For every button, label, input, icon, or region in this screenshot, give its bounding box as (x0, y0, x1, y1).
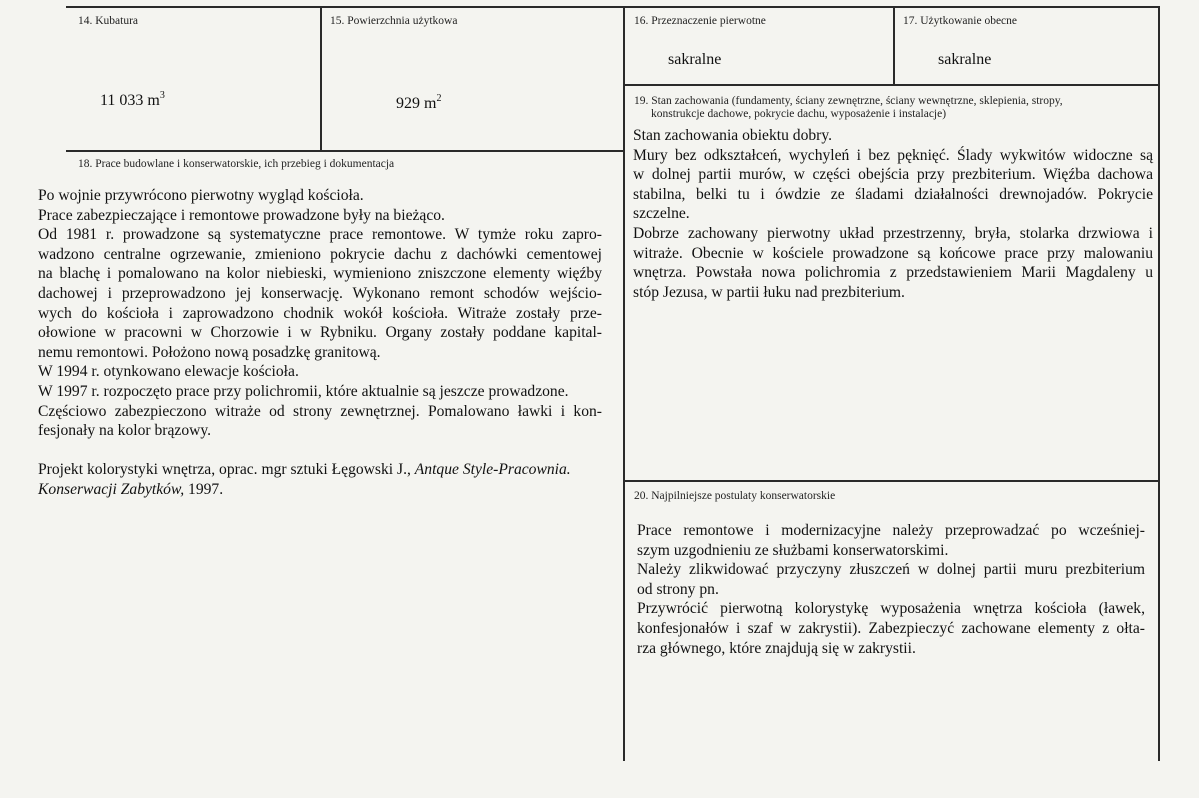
top-border (66, 6, 1160, 8)
field-16-label: 16. Przeznaczenie pierwotne (634, 15, 766, 27)
project-workshop: Antque Style-Pracownia. (414, 461, 571, 478)
text-line: wych do kościoła i zaprowadzono chodnik wokół kościoła. Witraże zostały prze- (38, 304, 602, 322)
divider-19-20 (623, 480, 1160, 482)
field-19-label (634, 95, 1154, 121)
text-line: witraże. Obecnie w kościele prowadzone są końcowe prace przy malowaniu (633, 244, 1153, 262)
text-line: Stan zachowania obiektu dobry. (633, 127, 833, 144)
text-line: Należy zlikwidować przyczyny złuszczeń w dolnej partii muru prezbiterium (637, 561, 1145, 579)
text-line: stóp Jezusa, w partii łuku nad prezbiterium. (633, 283, 905, 301)
field-20-label: 20. Najpilniejsze postulaty konserwatorskie (634, 490, 836, 502)
text-line: fesjonały na kolor brązowy. (38, 422, 212, 440)
field-14-label: 14. Kubatura (78, 15, 139, 27)
text-line: rza głównego, które znajdują się w zakrystii. (637, 639, 916, 657)
right-border (1158, 6, 1160, 761)
text-line: stabilna, belki tu i ówdzie ze śladami działalności drewnojadów. Pokrycie (633, 185, 1153, 203)
text-line: Po wojnie przywrócono pierwotny wygląd kościoła. (38, 187, 364, 204)
text-line: Mury bez odkształceń, wychyleń i bez pęknięć. Ślady wykwitów widoczne są (633, 146, 1153, 164)
text-line: Od 1981 r. prowadzone są systematyczne prace remontowe. W tymże roku zapro- (38, 226, 602, 244)
field-19-label-line-1: 19. Stan zachowania (fundamenty, ściany zewnętrzne, ściany wewnętrzne, sklepienia, stropy, (634, 95, 1063, 107)
field-19-text (633, 126, 1153, 302)
divider-16-19 (623, 84, 1160, 86)
project-author: Projekt kolorystyki wnętrza, oprac. mgr sztuki Łęgowski J., (38, 461, 415, 478)
text-line: W 1994 r. otynkowano elewacje kościoła. (38, 363, 299, 381)
field-18-label: 18. Prace budowlane i konserwatorskie, ich przebieg i dokumentacja (78, 158, 395, 170)
text-line: ołowione w pracowni w Chorzowie i w Rybniku. Organy zostały poddane kapital- (38, 324, 602, 342)
text-line: wnętrza. Powstała nowa polichromia z przedstawieniem Marii Magdaleny u (633, 264, 1153, 282)
field-16-value: sakralne (668, 51, 722, 68)
divider-14-15 (320, 6, 322, 152)
field-20-text (637, 521, 1145, 658)
divider-16-17 (893, 6, 895, 86)
field-14-exponent: 3 (159, 90, 165, 101)
divider-15-16 (623, 6, 625, 761)
text-line: szym uzgodnieniu ze służbami konserwatorskimi. (637, 541, 949, 559)
project-year: 1997. (184, 480, 224, 498)
field-15-number: 929 m (396, 95, 437, 112)
field-15-exponent: 2 (436, 93, 442, 104)
field-15-label: 15. Powierzchnia użytkowa (330, 15, 458, 27)
text-line: w dolnej partii murów, w części obejścia przy prezbiterium. Więźba dachowa (633, 166, 1153, 184)
text-line: na blachę i pomalowano na kolor niebieski, wymieniono zniszczone elementy więźby (38, 265, 602, 283)
text-line: szczelne. (633, 205, 690, 223)
text-line: konfesjonałów i szaf w zakrystii). Zabezpieczyć zachowane elementy z ołta- (637, 619, 1145, 637)
project-reference (38, 460, 618, 499)
text-line: Prace zabezpieczające i remontowe prowadzone były na bieżąco. (38, 206, 445, 224)
text-line: Prace remontowe i modernizacyjne należy przeprowadzać po wcześniej- (637, 522, 1145, 539)
field-15-value (396, 95, 441, 113)
text-line: dachowej i przeprowadzono jej konserwację. Wykonano remont schodów wejścio- (38, 284, 602, 302)
field-17-value: sakralne (938, 51, 992, 68)
field-17-label: 17. Użytkowanie obecne (903, 15, 1018, 27)
text-line: Częściowo zabezpieczono witraże od strony zewnętrznej. Pomalowano ławki i kon- (38, 402, 602, 420)
text-line: od strony pn. (637, 580, 719, 598)
text-line: Przywrócić pierwotną kolorystykę wyposażenia wnętrza kościoła (ławek, (637, 600, 1145, 618)
text-line: W 1997 r. rozpoczęto prace przy polichromii, które aktualnie są jeszcze prowadzone. (38, 382, 569, 400)
text-line: wadzono centralne ogrzewanie, zmieniono pokrycie dachu z dachówki cementowej (38, 245, 602, 263)
text-line: Dobrze zachowany pierwotny układ przestrzenny, bryła, stolarka drzwiowa i (633, 224, 1153, 242)
divider-14-18 (66, 150, 624, 152)
project-line-1 (38, 460, 618, 480)
text-line: nemu remontowi. Położono nową posadzkę granitową. (38, 343, 381, 361)
project-workshop-cont: Konserwacji Zabytków, (38, 480, 185, 498)
field-18-text (38, 186, 602, 441)
field-14-number: 11 033 m (100, 92, 160, 109)
project-line-2 (38, 480, 618, 500)
field-14-value (100, 92, 165, 110)
field-19-label-line-2: konstrukcje dachowe, pokrycie dachu, wyposażenie i instalacje) (651, 108, 947, 120)
